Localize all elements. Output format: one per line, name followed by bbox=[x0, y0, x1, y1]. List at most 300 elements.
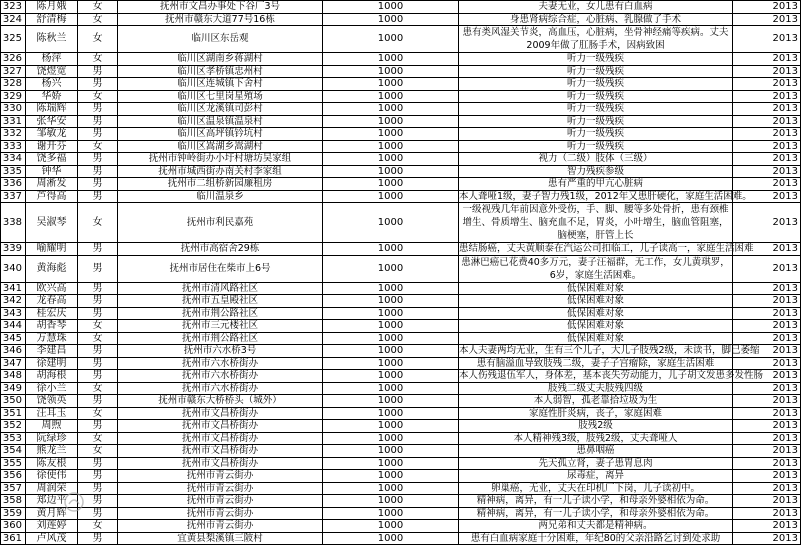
cell-person-name: 万慧珠 bbox=[26, 332, 78, 345]
cell-gender: 女 bbox=[78, 26, 118, 53]
cell-amount: 1000 bbox=[323, 370, 459, 383]
cell-person-name: 徐小兰 bbox=[26, 382, 78, 395]
table-row bbox=[1, 320, 801, 333]
cell-address: 抚州市文昌办事处下谷厂3号 bbox=[118, 1, 323, 14]
cell-row-number: 331 bbox=[1, 115, 26, 128]
cell-row-number: 342 bbox=[1, 295, 26, 308]
cell-reason: 本人聋哑1级，妻子智力残1级，2012年又患肝硬化，家庭生活困难。 bbox=[459, 190, 752, 202]
cell-amount: 1000 bbox=[323, 26, 459, 53]
cell-year: 2013 bbox=[733, 26, 801, 53]
cell-year: 2013 bbox=[733, 153, 801, 166]
table-row bbox=[1, 1, 801, 14]
cell-amount: 1000 bbox=[323, 445, 459, 458]
cell-person-name: 饶领英 bbox=[26, 395, 78, 408]
cell-gender: 女 bbox=[78, 203, 118, 243]
cell-amount: 1000 bbox=[323, 203, 459, 243]
cell-row-number: 333 bbox=[1, 140, 26, 153]
cell-year: 2013 bbox=[733, 243, 801, 256]
cell-amount: 1000 bbox=[323, 432, 459, 445]
cell-address: 抚州市青云街办 bbox=[118, 470, 323, 483]
cell-gender: 女 bbox=[78, 90, 118, 103]
table-row bbox=[1, 395, 801, 408]
cell-person-name: 徐使伟 bbox=[26, 470, 78, 483]
cell-gender: 女 bbox=[78, 445, 118, 458]
cell-year: 2013 bbox=[733, 457, 801, 470]
cell-address: 临川区龙溪镇司彭村 bbox=[118, 103, 323, 116]
cell-gender: 女 bbox=[78, 432, 118, 445]
cell-row-number: 332 bbox=[1, 128, 26, 141]
cell-gender: 男 bbox=[78, 65, 118, 78]
cell-address: 临川区孝桥镇忠州村 bbox=[118, 65, 323, 78]
cell-row-number: 325 bbox=[1, 26, 26, 53]
table-row bbox=[1, 332, 801, 345]
cell-address: 抚州市六水桥街办 bbox=[118, 382, 323, 395]
cell-person-name: 陈瑞辉 bbox=[26, 103, 78, 116]
cell-year: 2013 bbox=[733, 78, 801, 91]
cell-person-name: 黄月辉 bbox=[26, 507, 78, 520]
cell-amount: 1000 bbox=[323, 255, 459, 282]
cell-address: 抚州市青云街办 bbox=[118, 520, 323, 533]
cell-year: 2013 bbox=[733, 445, 801, 458]
cell-year: 2013 bbox=[733, 13, 801, 26]
table-row bbox=[1, 140, 801, 153]
cell-reason: 患有脑溢血导致肢残二级，妻子子宫瘤除，家庭生活困难 bbox=[459, 357, 733, 370]
cell-amount: 1000 bbox=[323, 470, 459, 483]
cell-reason: 身患肾病综合症，心脏病、乳腺做了手术 bbox=[459, 13, 733, 26]
table-row bbox=[1, 432, 801, 445]
cell-reason: 患淋巴癌已花费40多万元，妻子汪福群，无工作，女儿黄琪罗，6岁，家庭生活困难。 bbox=[459, 255, 733, 282]
cell-address: 抚州市赣东大桥桥头（城外） bbox=[118, 395, 323, 408]
cell-address: 宜黄县梨溪镇三陂村 bbox=[118, 532, 323, 545]
cell-row-number: 351 bbox=[1, 407, 26, 420]
cell-reason: 肢残二级丈夫肢残四级 bbox=[459, 382, 733, 395]
cell-row-number: 358 bbox=[1, 495, 26, 508]
cell-gender: 女 bbox=[78, 382, 118, 395]
cell-address: 抚州市二组桥新园廉租房 bbox=[118, 178, 323, 191]
cell-year: 2013 bbox=[733, 495, 801, 508]
cell-row-number: 343 bbox=[1, 307, 26, 320]
cell-person-name: 胡香琴 bbox=[26, 320, 78, 333]
cell-gender: 男 bbox=[78, 178, 118, 191]
cell-gender: 男 bbox=[78, 255, 118, 282]
cell-gender: 男 bbox=[78, 295, 118, 308]
cell-amount: 1000 bbox=[323, 115, 459, 128]
cell-row-number: 354 bbox=[1, 445, 26, 458]
cell-year: 2013 bbox=[733, 203, 801, 243]
cell-address: 抚州市荆公路社区 bbox=[118, 332, 323, 345]
cell-row-number: 334 bbox=[1, 153, 26, 166]
cell-person-name: 龙春高 bbox=[26, 295, 78, 308]
cell-row-number: 344 bbox=[1, 320, 26, 333]
table-row bbox=[1, 482, 801, 495]
cell-year: 2013 bbox=[733, 1, 801, 14]
cell-row-number: 347 bbox=[1, 357, 26, 370]
cell-row-number: 326 bbox=[1, 53, 26, 66]
cell-row-number: 348 bbox=[1, 370, 26, 383]
cell-year: 2013 bbox=[733, 90, 801, 103]
cell-gender: 男 bbox=[78, 282, 118, 295]
cell-reason: 精神病，离异，有一儿子读小学，和母亲外婆相依为命。 bbox=[459, 495, 733, 508]
cell-address: 抚州市钟岭街办小圩村塘坊吴家组 bbox=[118, 153, 323, 166]
cell-year: 2013 bbox=[733, 178, 801, 191]
cell-person-name: 陈月娥 bbox=[26, 1, 78, 14]
cell-row-number: 353 bbox=[1, 432, 26, 445]
cell-person-name: 吴淑琴 bbox=[26, 203, 78, 243]
cell-person-name: 杨兴 bbox=[26, 78, 78, 91]
cell-row-number: 352 bbox=[1, 420, 26, 433]
cell-amount: 1000 bbox=[323, 357, 459, 370]
table-row bbox=[1, 370, 801, 383]
cell-year: 2013 bbox=[733, 482, 801, 495]
cell-year: 2013 bbox=[733, 295, 801, 308]
cell-amount: 1000 bbox=[323, 90, 459, 103]
cell-address: 抚州市文昌桥街办 bbox=[118, 407, 323, 420]
cell-reason: 智力残疾参级 bbox=[459, 165, 733, 178]
cell-person-name: 卢风茂 bbox=[26, 532, 78, 545]
cell-year: 2013 bbox=[733, 507, 801, 520]
table-row bbox=[1, 495, 801, 508]
cell-person-name: 桂宏庆 bbox=[26, 307, 78, 320]
cell-gender: 女 bbox=[78, 320, 118, 333]
cell-row-number: 345 bbox=[1, 332, 26, 345]
cell-gender: 男 bbox=[78, 532, 118, 545]
cell-amount: 1000 bbox=[323, 532, 459, 545]
cell-reason: 患有白血病家庭十分困难，年纪80的父亲沿路乞讨到处求助 bbox=[459, 532, 733, 545]
cell-reason: 听力一级残疾 bbox=[459, 115, 733, 128]
cell-row-number: 323 bbox=[1, 1, 26, 14]
cell-reason: 一级视残几年前因意外受伤，手、脚、腰等多处骨折，患有颈椎增生、骨质增生、脑充血不足，胃炎，小叶增生，脑血管阻塞，脑梗塞，肝管上长 bbox=[459, 203, 733, 243]
cell-amount: 1000 bbox=[323, 140, 459, 153]
table-row bbox=[1, 357, 801, 370]
cell-gender: 男 bbox=[78, 357, 118, 370]
cell-address: 抚州市五皇殿社区 bbox=[118, 295, 323, 308]
table-row bbox=[1, 420, 801, 433]
cell-gender: 男 bbox=[78, 307, 118, 320]
cell-address: 抚州市六水桥街办 bbox=[118, 370, 323, 383]
cell-year: 2013 bbox=[733, 53, 801, 66]
table-row bbox=[1, 445, 801, 458]
table-row bbox=[1, 307, 801, 320]
cell-address: 抚州市青云街办 bbox=[118, 495, 323, 508]
cell-amount: 1000 bbox=[323, 1, 459, 14]
cell-address: 临川区连城镇下舍村 bbox=[118, 78, 323, 91]
table-row bbox=[1, 282, 801, 295]
cell-amount: 1000 bbox=[323, 507, 459, 520]
cell-amount: 1000 bbox=[323, 520, 459, 533]
table-row bbox=[1, 165, 801, 178]
cell-person-name: 舒清梅 bbox=[26, 13, 78, 26]
cell-amount: 1000 bbox=[323, 53, 459, 66]
cell-reason: 本人伤残退伍军人，身体差，基本丧失劳动能力，儿子胡文发患多发性肠 bbox=[459, 370, 764, 381]
cell-year: 2013 bbox=[733, 395, 801, 408]
cell-address: 抚州市荆公路社区 bbox=[118, 307, 323, 320]
cell-row-number: 337 bbox=[1, 190, 26, 203]
cell-amount: 1000 bbox=[323, 282, 459, 295]
cell-address: 抚州市赣东大道77号16栋 bbox=[118, 13, 323, 26]
cell-gender: 男 bbox=[78, 153, 118, 166]
cell-gender: 男 bbox=[78, 165, 118, 178]
cell-reason: 尿毒症，离异 bbox=[459, 470, 733, 483]
cell-reason: 低保困难对象 bbox=[459, 332, 733, 345]
cell-year: 2013 bbox=[733, 370, 801, 383]
cell-amount: 1000 bbox=[323, 128, 459, 141]
cell-gender: 女 bbox=[78, 407, 118, 420]
cell-gender: 男 bbox=[78, 395, 118, 408]
cell-person-name: 芦得高 bbox=[26, 190, 78, 203]
table-row bbox=[1, 507, 801, 520]
table-body bbox=[1, 1, 801, 545]
table-row bbox=[1, 128, 801, 141]
cell-row-number: 355 bbox=[1, 457, 26, 470]
cell-gender: 男 bbox=[78, 128, 118, 141]
cell-gender: 女 bbox=[78, 140, 118, 153]
cell-person-name: 周润荣 bbox=[26, 482, 78, 495]
cell-row-number: 339 bbox=[1, 243, 26, 256]
cell-amount: 1000 bbox=[323, 382, 459, 395]
cell-amount: 1000 bbox=[323, 65, 459, 78]
cell-gender: 男 bbox=[78, 457, 118, 470]
cell-gender: 女 bbox=[78, 53, 118, 66]
table-row bbox=[1, 532, 801, 545]
table-row bbox=[1, 407, 801, 420]
cell-reason: 本人精神残3级，肢残2级，丈夫聋哑人 bbox=[459, 432, 733, 445]
cell-amount: 1000 bbox=[323, 13, 459, 26]
cell-person-name: 欧兴高 bbox=[26, 282, 78, 295]
cell-person-name: 杨萍 bbox=[26, 53, 78, 66]
cell-gender: 男 bbox=[78, 103, 118, 116]
cell-person-name: 陈友根 bbox=[26, 457, 78, 470]
cell-address: 抚州市清风路社区 bbox=[118, 282, 323, 295]
cell-gender: 男 bbox=[78, 495, 118, 508]
table-row bbox=[1, 115, 801, 128]
cell-year: 2013 bbox=[733, 420, 801, 433]
cell-address: 抚州市文昌桥街办 bbox=[118, 445, 323, 458]
cell-address: 抚州市利民嘉苑 bbox=[118, 203, 323, 243]
cell-address: 抚州市文昌桥街办 bbox=[118, 432, 323, 445]
cell-amount: 1000 bbox=[323, 178, 459, 191]
cell-reason: 卵巢癌，无业，丈夫在印机厂下岗，儿子读初中。 bbox=[459, 482, 733, 495]
cell-amount: 1000 bbox=[323, 103, 459, 116]
cell-reason: 低保困难对象 bbox=[459, 282, 733, 295]
table-row bbox=[1, 243, 801, 256]
cell-row-number: 328 bbox=[1, 78, 26, 91]
cell-year: 2013 bbox=[733, 320, 801, 333]
cell-amount: 1000 bbox=[323, 420, 459, 433]
cell-person-name: 阮绿珍 bbox=[26, 432, 78, 445]
cell-person-name: 郑边平 bbox=[26, 495, 78, 508]
cell-amount: 1000 bbox=[323, 457, 459, 470]
cell-gender: 女 bbox=[78, 1, 118, 14]
cell-address: 临川区湖南乡蒋湖村 bbox=[118, 53, 323, 66]
cell-address: 抚州市文昌桥街办 bbox=[118, 420, 323, 433]
cell-year: 2013 bbox=[733, 190, 801, 203]
cell-reason: 患鼻咽癌 bbox=[459, 445, 733, 458]
cell-gender: 女 bbox=[78, 520, 118, 533]
cell-year: 2013 bbox=[733, 532, 801, 545]
cell-reason: 听力一级残疾 bbox=[459, 103, 733, 116]
cell-row-number: 329 bbox=[1, 90, 26, 103]
cell-year: 2013 bbox=[733, 103, 801, 116]
table-row bbox=[1, 78, 801, 91]
table-row bbox=[1, 190, 801, 203]
cell-row-number: 327 bbox=[1, 65, 26, 78]
cell-row-number: 341 bbox=[1, 282, 26, 295]
cell-gender: 男 bbox=[78, 345, 118, 358]
cell-reason: 本人弱智，孤老靠拾垃圾为生 bbox=[459, 395, 733, 408]
cell-reason: 听力一级残疾 bbox=[459, 90, 733, 103]
cell-amount: 1000 bbox=[323, 395, 459, 408]
cell-amount: 1000 bbox=[323, 307, 459, 320]
cell-person-name: 徐建明 bbox=[26, 357, 78, 370]
cell-reason: 听力一级残疾 bbox=[459, 140, 733, 153]
cell-reason: 听力一级残疾 bbox=[459, 78, 733, 91]
table-row bbox=[1, 295, 801, 308]
cell-address: 抚州市青云街办 bbox=[118, 507, 323, 520]
cell-person-name: 张华安 bbox=[26, 115, 78, 128]
cell-row-number: 335 bbox=[1, 165, 26, 178]
cell-year: 2013 bbox=[733, 128, 801, 141]
cell-address: 抚州市城西街办南关村李家组 bbox=[118, 165, 323, 178]
cell-person-name: 谢开芬 bbox=[26, 140, 78, 153]
cell-person-name: 胡海根 bbox=[26, 370, 78, 383]
cell-amount: 1000 bbox=[323, 165, 459, 178]
cell-reason: 夫妻无业，女儿患有白血病 bbox=[459, 1, 733, 14]
cell-row-number: 330 bbox=[1, 103, 26, 116]
cell-year: 2013 bbox=[733, 357, 801, 370]
cell-reason: 听力一级残疾 bbox=[459, 53, 733, 66]
cell-person-name: 李建昌 bbox=[26, 345, 78, 358]
cell-amount: 1000 bbox=[323, 345, 459, 358]
cell-gender: 男 bbox=[78, 115, 118, 128]
cell-person-name: 饶多福 bbox=[26, 153, 78, 166]
cell-person-name: 饶煜宽 bbox=[26, 65, 78, 78]
cell-person-name: 周淅发 bbox=[26, 178, 78, 191]
cell-reason: 两兄弟和丈夫都是精神病。 bbox=[459, 520, 733, 533]
cell-reason: 患有类风湿关节炎，高血压，心脏病，坐骨神经痛等疾病。丈夫2009年做了肛肠手术，因病致困 bbox=[459, 26, 733, 53]
cell-gender: 男 bbox=[78, 482, 118, 495]
cell-person-name: 周煦 bbox=[26, 420, 78, 433]
cell-reason: 视力（二级）肢体（三级） bbox=[459, 153, 733, 166]
cell-gender: 男 bbox=[78, 507, 118, 520]
cell-gender: 男 bbox=[78, 78, 118, 91]
table-row bbox=[1, 153, 801, 166]
cell-row-number: 359 bbox=[1, 507, 26, 520]
table-row bbox=[1, 470, 801, 483]
cell-gender: 男 bbox=[78, 470, 118, 483]
cell-year: 2013 bbox=[733, 140, 801, 153]
cell-row-number: 324 bbox=[1, 13, 26, 26]
cell-person-name: 喻耀明 bbox=[26, 243, 78, 256]
cell-reason: 先天孤立肾，妻子患胃息肉 bbox=[459, 457, 733, 470]
cell-year: 2013 bbox=[733, 255, 801, 282]
cell-year: 2013 bbox=[733, 345, 801, 358]
cell-reason: 精神病，离异，有一儿子读小学，和母亲外婆相依为命。 bbox=[459, 507, 733, 520]
cell-amount: 1000 bbox=[323, 190, 459, 203]
cell-address: 临川区东岳观 bbox=[118, 26, 323, 53]
cell-address: 抚州市居住在柴市上6号 bbox=[118, 255, 323, 282]
table-row bbox=[1, 178, 801, 191]
cell-person-name: 邹敏龙 bbox=[26, 128, 78, 141]
cell-gender: 男 bbox=[78, 190, 118, 203]
cell-reason: 家庭性肝炎病，丧子，家庭困难 bbox=[459, 407, 733, 420]
cell-row-number: 357 bbox=[1, 482, 26, 495]
cell-gender: 男 bbox=[78, 370, 118, 383]
cell-year: 2013 bbox=[733, 382, 801, 395]
cell-amount: 1000 bbox=[323, 332, 459, 345]
cell-year: 2013 bbox=[733, 65, 801, 78]
cell-row-number: 361 bbox=[1, 532, 26, 545]
cell-amount: 1000 bbox=[323, 153, 459, 166]
cell-address: 临川区高坪镇钤坑村 bbox=[118, 128, 323, 141]
cell-row-number: 349 bbox=[1, 382, 26, 395]
cell-person-name: 熊龙兰 bbox=[26, 445, 78, 458]
table-row bbox=[1, 13, 801, 26]
cell-address: 临川温泉乡 bbox=[118, 190, 323, 203]
table-row bbox=[1, 345, 801, 358]
cell-year: 2013 bbox=[733, 307, 801, 320]
cell-year: 2013 bbox=[733, 432, 801, 445]
cell-person-name: 华娇 bbox=[26, 90, 78, 103]
table-row bbox=[1, 457, 801, 470]
cell-address: 抚州市高宿舍29栋 bbox=[118, 243, 323, 256]
cell-row-number: 336 bbox=[1, 178, 26, 191]
cell-address: 抚州市三元楼社区 bbox=[118, 320, 323, 333]
cell-gender: 女 bbox=[78, 13, 118, 26]
cell-amount: 1000 bbox=[323, 495, 459, 508]
cell-year: 2013 bbox=[733, 407, 801, 420]
cell-year: 2013 bbox=[733, 470, 801, 483]
cell-address: 临川区嵩湖乡嵩湖村 bbox=[118, 140, 323, 153]
cell-reason: 低保困难对象 bbox=[459, 295, 733, 308]
cell-gender: 男 bbox=[78, 420, 118, 433]
cell-amount: 1000 bbox=[323, 295, 459, 308]
cell-reason: 本人夫妻两均无业，生有三个儿子，大儿子肢残2级，未读书，脚已萎缩 bbox=[459, 345, 760, 356]
cell-reason: 患有严重的甲亢心脏病 bbox=[459, 178, 733, 191]
cell-amount: 1000 bbox=[323, 320, 459, 333]
cell-amount: 1000 bbox=[323, 407, 459, 420]
table-row bbox=[1, 90, 801, 103]
cell-reason: 听力一级残疾 bbox=[459, 65, 733, 78]
cell-address: 临川区七里岗星殖场 bbox=[118, 90, 323, 103]
cell-year: 2013 bbox=[733, 332, 801, 345]
cell-row-number: 350 bbox=[1, 395, 26, 408]
cell-gender: 女 bbox=[78, 332, 118, 345]
cell-address: 抚州市文昌桥街办 bbox=[118, 457, 323, 470]
cell-reason: 肢残2级 bbox=[459, 420, 733, 433]
cell-person-name: 钟华 bbox=[26, 165, 78, 178]
table-row bbox=[1, 26, 801, 53]
cell-amount: 1000 bbox=[323, 78, 459, 91]
cell-row-number: 356 bbox=[1, 470, 26, 483]
cell-address: 抚州市青云街办 bbox=[118, 482, 323, 495]
cell-person-name: 陈秋兰 bbox=[26, 26, 78, 53]
cell-amount: 1000 bbox=[323, 243, 459, 256]
table-row bbox=[1, 65, 801, 78]
cell-reason: 低保困难对象 bbox=[459, 307, 733, 320]
cell-address: 临川区温泉镇温泉村 bbox=[118, 115, 323, 128]
table-row bbox=[1, 103, 801, 116]
table-row bbox=[1, 255, 801, 282]
table-row bbox=[1, 53, 801, 66]
cell-amount: 1000 bbox=[323, 482, 459, 495]
table-row bbox=[1, 382, 801, 395]
cell-row-number: 346 bbox=[1, 345, 26, 358]
cell-year: 2013 bbox=[733, 282, 801, 295]
cell-address: 抚州市六水桥街办 bbox=[118, 357, 323, 370]
cell-year: 2013 bbox=[733, 115, 801, 128]
table-row bbox=[1, 520, 801, 533]
cell-reason: 患结肠癌，丈夫黄顺泰在汽运公司扣临工，儿子读高一，家庭生活困难 bbox=[459, 243, 754, 254]
